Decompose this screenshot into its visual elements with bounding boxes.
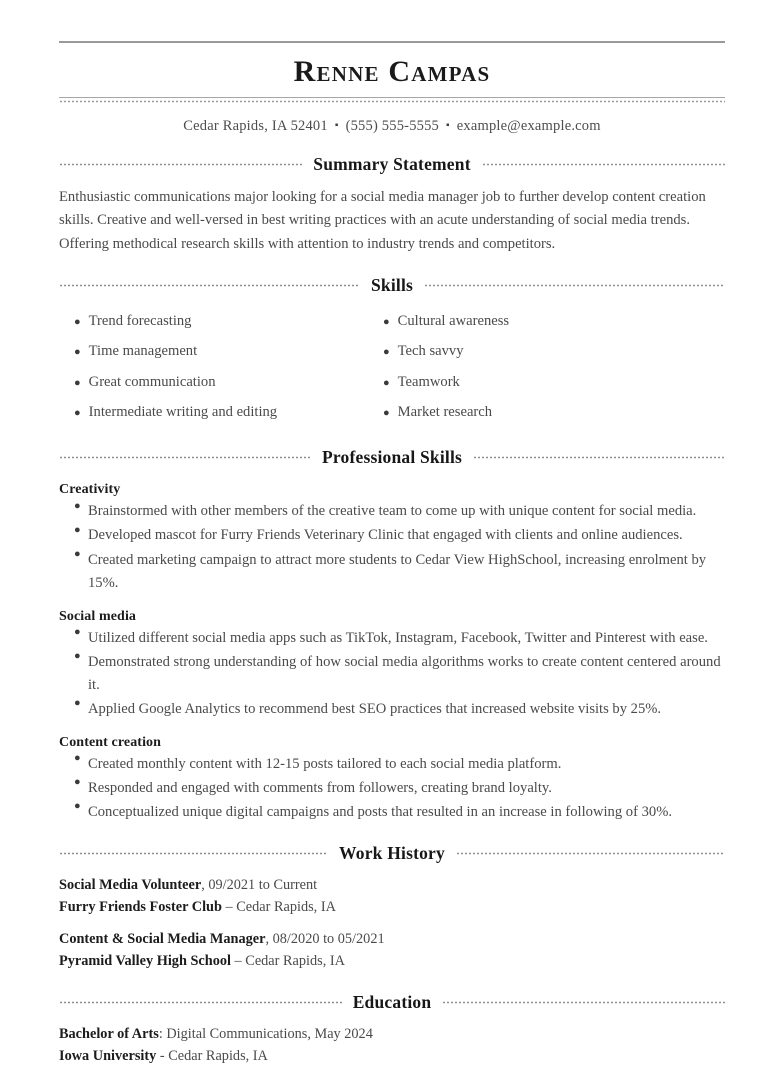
list-item-text: Created marketing campaign to attract more students to Cedar View HighSchool, increasing enrolment by 15%. [88,551,707,591]
section-header-education [59,992,725,1013]
company-row [59,951,725,973]
section-header-summary [59,154,725,175]
list-item [368,367,725,398]
bullet-icon: ● [74,650,81,663]
list-item-text: Conceptualized unique digital campaigns and posts that resulted in an increase in following of 30%. [88,803,673,820]
section-header-skills [59,275,725,296]
work-history-entry [59,929,725,972]
school-location: - Cedar Rapids, IA [156,1047,268,1064]
list-item-text: Demonstrated strong understanding of how social media algorithms works to create content centered around it. [88,653,721,693]
section-title: Skills [370,275,414,296]
list-item [59,306,368,337]
company-location: – Cedar Rapids, IA [230,953,345,970]
list-item [59,801,725,824]
subsection-title-content-creation: Content creation [59,734,162,750]
bullet-icon: ● [74,315,81,328]
bullet-icon: ● [74,499,81,512]
dotted-rule-left [59,163,302,166]
bullet-icon: ● [74,407,81,420]
list-item [59,753,725,776]
job-dates: , 09/2021 to Current [201,876,318,893]
header-bottom-rule [59,97,725,98]
contact-email: example@example.com [456,117,601,134]
contact-location: Cedar Rapids, IA 52401 [183,117,328,134]
school-name: Iowa University [59,1047,157,1064]
list-item [59,398,368,429]
dotted-rule-left [59,1001,342,1004]
bullet-icon: ● [74,548,81,561]
bullet-icon: ● [74,752,81,765]
candidate-name: Renne Campas [293,55,491,88]
section-title: Professional Skills [321,447,463,468]
section-title: Summary Statement [313,153,471,174]
social-media-bullet-list [59,627,725,721]
summary-text: Enthusiastic communications major looking for a social media manager job to further develop content creation skills. Creative and well-versed in best writing practices with an acute understanding of social media trends. Offering methodical research skills with attention to industry trends and competitors. [59,188,706,252]
header-top-rule [59,41,725,43]
job-title-row [59,929,725,951]
bullet-icon: ● [74,346,81,359]
contact-separator-icon: ▪ [334,119,339,131]
degree-row [59,1024,725,1046]
bullet-icon: ● [74,376,81,389]
list-item-text: Developed mascot for Furry Friends Veterinary Clinic that engaged with clients and online audiences. [88,527,683,544]
skill-label: Trend forecasting [88,312,192,329]
dotted-rule-right [473,456,725,459]
skill-label: Intermediate writing and editing [88,404,278,421]
education-entry [59,1024,725,1067]
job-dates: , 08/2020 to 05/2021 [265,931,385,948]
bullet-icon: ● [74,697,81,710]
header-dotted-rule [59,100,725,103]
contact-separator-icon: ▪ [446,119,450,131]
section-header-work-history [59,843,725,864]
contact-line [59,118,725,135]
section-title: Work History [339,842,445,863]
dotted-rule-left [59,284,360,287]
company-row [59,897,725,919]
skill-label: Tech savvy [397,343,464,360]
skill-label: Teamwork [397,373,460,390]
list-item [59,627,725,650]
dotted-rule-right [456,852,725,855]
list-item [59,549,725,595]
degree-title: Bachelor of Arts [59,1025,159,1042]
list-item-text: Brainstormed with other members of the creative team to come up with unique content for social media. [88,503,697,520]
list-item-text: Applied Google Analytics to recommend best SEO practices that increased website visits by 25%. [88,700,662,717]
list-item-text: Responded and engaged with comments from followers, creating brand loyalty. [88,779,552,796]
company-name: Pyramid Valley High School [59,953,231,970]
list-item [59,651,725,697]
list-item-text: Utilized different social media apps such as TikTok, Instagram, Facebook, Twitter and Pinterest with ease. [88,629,708,646]
skills-grid [59,306,725,428]
dotted-rule-right [424,284,725,287]
list-item [368,337,725,368]
list-item [59,698,725,721]
creativity-bullet-list [59,500,725,594]
skill-label: Cultural awareness [397,312,510,329]
company-location: – Cedar Rapids, IA [221,898,336,915]
section-title: Education [352,991,432,1012]
list-item [59,367,368,398]
company-name: Furry Friends Foster Club [59,898,222,915]
list-item [59,777,725,800]
skill-label: Market research [397,404,493,421]
bullet-icon: ● [74,800,81,813]
job-title: Social Media Volunteer [59,876,202,893]
school-row [59,1046,725,1067]
list-item [59,524,725,547]
skill-label: Great communication [88,373,216,390]
contact-phone: (555) 555-5555 [345,117,439,134]
bullet-icon: ● [383,346,390,359]
job-title-row [59,875,725,897]
dotted-rule-left [59,456,311,459]
dotted-rule-right [442,1001,725,1004]
bullet-icon: ● [74,776,81,789]
bullet-icon: ● [383,315,390,328]
resume-page [0,41,784,1064]
list-item [59,500,725,523]
dotted-rule-right [482,163,725,166]
work-history-entry [59,875,725,918]
bullet-icon: ● [383,407,390,420]
content-creation-bullet-list [59,753,725,824]
skill-label: Time management [88,343,198,360]
job-title: Content & Social Media Manager [59,931,266,948]
list-item [368,306,725,337]
bullet-icon: ● [383,376,390,389]
dotted-rule-left [59,852,328,855]
subsection-title-creativity: Creativity [59,482,121,498]
list-item [368,398,725,429]
list-item-text: Created monthly content with 12-15 posts tailored to each social media platform. [88,755,562,772]
list-item [59,337,368,368]
degree-detail: : Digital Communications, May 2024 [158,1025,373,1042]
subsection-title-social-media: Social media [59,608,137,624]
section-header-professional-skills [59,447,725,468]
bullet-icon: ● [74,524,81,537]
bullet-icon: ● [74,626,81,639]
